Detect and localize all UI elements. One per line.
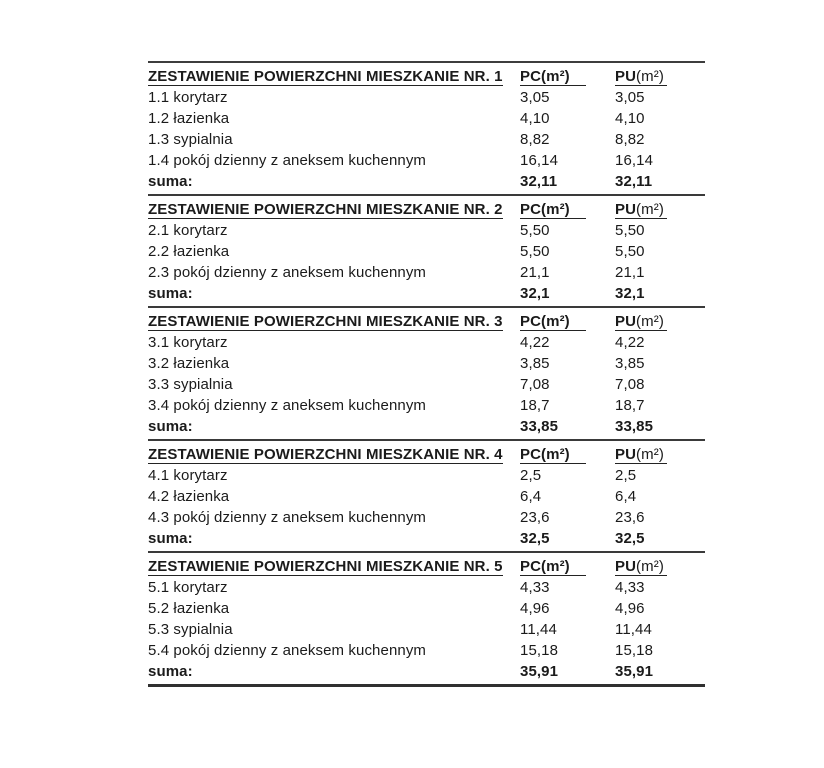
room-name: 4.1 korytarz xyxy=(148,467,228,484)
pu-column-unit: (m²) xyxy=(636,313,664,330)
section-title: ZESTAWIENIE POWIERZCHNI MIESZKANIE NR. 4 xyxy=(148,446,503,463)
room-name: 5.2 łazienka xyxy=(148,600,230,617)
pc-value: 21,1 xyxy=(520,264,550,281)
pc-column-header xyxy=(520,440,615,465)
section-title-cell xyxy=(148,552,520,577)
pc-value: 3,85 xyxy=(520,355,550,372)
sum-row xyxy=(148,283,705,307)
pc-column-label: PC(m²) xyxy=(520,446,586,464)
section-header-row xyxy=(148,62,705,87)
apartment-section-5 xyxy=(148,552,705,686)
sum-row xyxy=(148,528,705,552)
room-name: 1.3 sypialnia xyxy=(148,131,233,148)
room-name: 1.4 pokój dzienny z aneksem kuchennym xyxy=(148,152,427,169)
pc-column-label: PC(m²) xyxy=(520,558,586,576)
sum-pu-value: 33,85 xyxy=(615,416,705,440)
section-title: ZESTAWIENIE POWIERZCHNI MIESZKANIE NR. 5 xyxy=(148,558,503,575)
pu-column-header xyxy=(615,440,705,465)
pc-value: 5,50 xyxy=(520,222,550,239)
pc-column-header xyxy=(520,62,615,87)
pc-value: 5,50 xyxy=(520,243,550,260)
area-row xyxy=(148,241,705,262)
pc-column-label: PC(m²) xyxy=(520,68,586,86)
sum-pu-value: 32,11 xyxy=(615,171,705,195)
room-name: 4.2 łazienka xyxy=(148,488,230,505)
pc-value: 7,08 xyxy=(520,376,550,393)
pu-value: 4,10 xyxy=(615,110,645,127)
area-row xyxy=(148,150,705,171)
room-name: 2.3 pokój dzienny z aneksem kuchennym xyxy=(148,264,427,281)
section-title: ZESTAWIENIE POWIERZCHNI MIESZKANIE NR. 3 xyxy=(148,313,503,330)
room-name: 5.4 pokój dzienny z aneksem kuchennym xyxy=(148,642,427,659)
section-title-cell xyxy=(148,440,520,465)
room-name: 4.3 pokój dzienny z aneksem kuchennym xyxy=(148,509,427,526)
pu-value: 16,14 xyxy=(615,152,654,169)
sum-label: suma: xyxy=(148,416,520,440)
area-row xyxy=(148,129,705,150)
sum-pc-value: 35,91 xyxy=(520,661,615,686)
sum-pc-value: 32,5 xyxy=(520,528,615,552)
room-name: 3.1 korytarz xyxy=(148,334,228,351)
pc-value: 4,22 xyxy=(520,334,550,351)
section-title: ZESTAWIENIE POWIERZCHNI MIESZKANIE NR. 2 xyxy=(148,201,503,218)
area-row xyxy=(148,262,705,283)
sum-pu-value: 32,1 xyxy=(615,283,705,307)
room-name: 1.2 łazienka xyxy=(148,110,230,127)
pc-value: 2,5 xyxy=(520,467,542,484)
pu-column-header xyxy=(615,195,705,220)
apartment-section-2 xyxy=(148,195,705,307)
pu-value: 2,5 xyxy=(615,467,637,484)
pc-value: 4,96 xyxy=(520,600,550,617)
room-name: 3.2 łazienka xyxy=(148,355,230,372)
pc-value: 8,82 xyxy=(520,131,550,148)
pc-value: 11,44 xyxy=(520,621,557,638)
section-title-cell xyxy=(148,195,520,220)
pc-value: 23,6 xyxy=(520,509,550,526)
pc-value: 15,18 xyxy=(520,642,559,659)
pu-value: 23,6 xyxy=(615,509,645,526)
section-title-cell xyxy=(148,62,520,87)
pc-column-header xyxy=(520,552,615,577)
pu-value: 3,05 xyxy=(615,89,645,106)
sum-label: suma: xyxy=(148,528,520,552)
pu-value: 8,82 xyxy=(615,131,645,148)
sum-row xyxy=(148,416,705,440)
pc-value: 18,7 xyxy=(520,397,550,414)
section-header-row xyxy=(148,440,705,465)
room-name: 2.2 łazienka xyxy=(148,243,230,260)
sum-pu-value: 32,5 xyxy=(615,528,705,552)
pu-value: 3,85 xyxy=(615,355,645,372)
pc-column-header xyxy=(520,195,615,220)
pu-value: 21,1 xyxy=(615,264,645,281)
sum-label: suma: xyxy=(148,283,520,307)
area-row xyxy=(148,87,705,108)
pu-column-label: PU xyxy=(615,313,637,330)
room-name: 3.3 sypialnia xyxy=(148,376,233,393)
pu-column-header xyxy=(615,62,705,87)
pu-value: 4,22 xyxy=(615,334,645,351)
sum-row xyxy=(148,661,705,686)
section-title: ZESTAWIENIE POWIERZCHNI MIESZKANIE NR. 1 xyxy=(148,68,503,85)
pu-column-label: PU xyxy=(615,68,637,85)
pc-column-label: PC(m²) xyxy=(520,313,586,331)
area-row xyxy=(148,598,705,619)
pu-column-label: PU xyxy=(615,446,637,463)
pu-value: 18,7 xyxy=(615,397,645,414)
sum-pc-value: 33,85 xyxy=(520,416,615,440)
pu-value: 5,50 xyxy=(615,243,645,260)
pu-value: 6,4 xyxy=(615,488,637,505)
area-row xyxy=(148,220,705,241)
apartment-section-4 xyxy=(148,440,705,552)
area-row xyxy=(148,395,705,416)
area-row xyxy=(148,353,705,374)
pu-column-unit: (m²) xyxy=(636,446,664,463)
pu-column-label: PU xyxy=(615,558,637,575)
area-row xyxy=(148,507,705,528)
pu-value: 11,44 xyxy=(615,621,652,638)
sum-pc-value: 32,1 xyxy=(520,283,615,307)
area-row xyxy=(148,640,705,661)
area-row xyxy=(148,108,705,129)
pu-column-header xyxy=(615,552,705,577)
pc-column-header xyxy=(520,307,615,332)
pu-column-header xyxy=(615,307,705,332)
sum-pc-value: 32,11 xyxy=(520,171,615,195)
pu-value: 5,50 xyxy=(615,222,645,239)
area-row xyxy=(148,486,705,507)
pc-value: 6,4 xyxy=(520,488,542,505)
pu-column-unit: (m²) xyxy=(636,201,664,218)
area-row xyxy=(148,577,705,598)
sum-row xyxy=(148,171,705,195)
pu-column-label: PU xyxy=(615,201,637,218)
room-name: 3.4 pokój dzienny z aneksem kuchennym xyxy=(148,397,427,414)
area-row xyxy=(148,374,705,395)
sum-label: suma: xyxy=(148,661,520,686)
room-name: 5.1 korytarz xyxy=(148,579,228,596)
pu-value: 7,08 xyxy=(615,376,645,393)
pu-column-unit: (m²) xyxy=(636,68,664,85)
area-row xyxy=(148,332,705,353)
pu-value: 4,96 xyxy=(615,600,645,617)
section-title-cell xyxy=(148,307,520,332)
pc-value: 4,33 xyxy=(520,579,550,596)
pc-value: 3,05 xyxy=(520,89,550,106)
pu-value: 4,33 xyxy=(615,579,645,596)
pc-column-label: PC(m²) xyxy=(520,201,586,219)
room-name: 1.1 korytarz xyxy=(148,89,228,106)
area-row xyxy=(148,465,705,486)
area-row xyxy=(148,619,705,640)
sum-label: suma: xyxy=(148,171,520,195)
apartment-section-3 xyxy=(148,307,705,440)
pc-value: 4,10 xyxy=(520,110,550,127)
section-header-row xyxy=(148,195,705,220)
room-name: 5.3 sypialnia xyxy=(148,621,233,638)
pu-value: 15,18 xyxy=(615,642,654,659)
sum-pu-value: 35,91 xyxy=(615,661,705,686)
area-summary-table xyxy=(148,61,705,687)
section-header-row xyxy=(148,552,705,577)
pu-column-unit: (m²) xyxy=(636,558,664,575)
section-header-row xyxy=(148,307,705,332)
apartment-section-1 xyxy=(148,62,705,195)
pc-value: 16,14 xyxy=(520,152,559,169)
room-name: 2.1 korytarz xyxy=(148,222,228,239)
